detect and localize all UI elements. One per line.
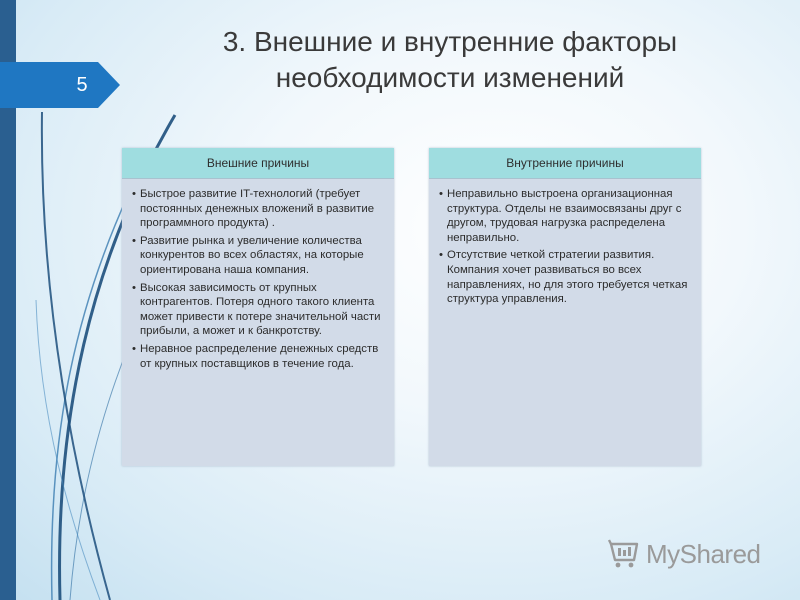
list-item-text: Отсутствие четкой стратегии развития. Компания хочет развиваться во всех направлениях, но для этого требуется четкая структура управления. xyxy=(447,249,688,306)
internal-causes-header: Внутренние причины xyxy=(429,148,701,179)
list-item-text: Быстрое развитие IT-технологий (требует постоянных денежных вложений в развитие программного продукта) . xyxy=(140,188,375,230)
bullet-icon: • xyxy=(132,281,136,294)
slide-number-tab xyxy=(0,62,120,108)
list-item xyxy=(439,248,689,306)
bullet-icon: • xyxy=(439,249,443,262)
bullet-icon: • xyxy=(132,188,136,200)
bullet-icon: • xyxy=(132,342,136,355)
slide-title xyxy=(140,24,760,96)
internal-causes-list xyxy=(429,179,701,307)
external-causes-list xyxy=(122,179,394,371)
bullet-icon: • xyxy=(132,234,136,247)
slide-number: 5 xyxy=(76,74,88,96)
list-item xyxy=(132,234,382,278)
myshared-watermark[interactable] xyxy=(608,536,778,572)
list-item-text: Неправильно выстроена организационная структура. Отделы не взаимосвязаны друг с другом, трудовая нагрузка распределена неправильно. xyxy=(447,188,682,244)
list-item xyxy=(132,187,382,231)
external-causes-header: Внешние причины xyxy=(122,148,394,179)
myshared-watermark-text: MyShared xyxy=(646,539,761,569)
list-item xyxy=(132,342,382,371)
list-item-text: Неравное распределение денежных средств от крупных поставщиков в течение года. xyxy=(140,342,379,370)
internal-causes-card xyxy=(429,148,701,466)
list-item xyxy=(132,281,382,339)
list-item-text: Развитие рынка и увеличение количества конкурентов во всех областях, на которые ориентирована наша компания. xyxy=(140,234,364,276)
slide-title-line-1: 3. Внешние и внутренние факторы xyxy=(222,26,678,57)
list-item xyxy=(439,187,689,245)
myshared-logo-icon xyxy=(608,538,640,570)
external-causes-card xyxy=(122,148,394,466)
bullet-icon: • xyxy=(439,188,443,200)
slide-title-line-2: необходимости изменений xyxy=(275,62,625,93)
list-item-text: Высокая зависимость от крупных контрагентов. Потеря одного такого клиента может привести к потере значительной части прибыли, а может и к банкротству. xyxy=(140,281,381,338)
